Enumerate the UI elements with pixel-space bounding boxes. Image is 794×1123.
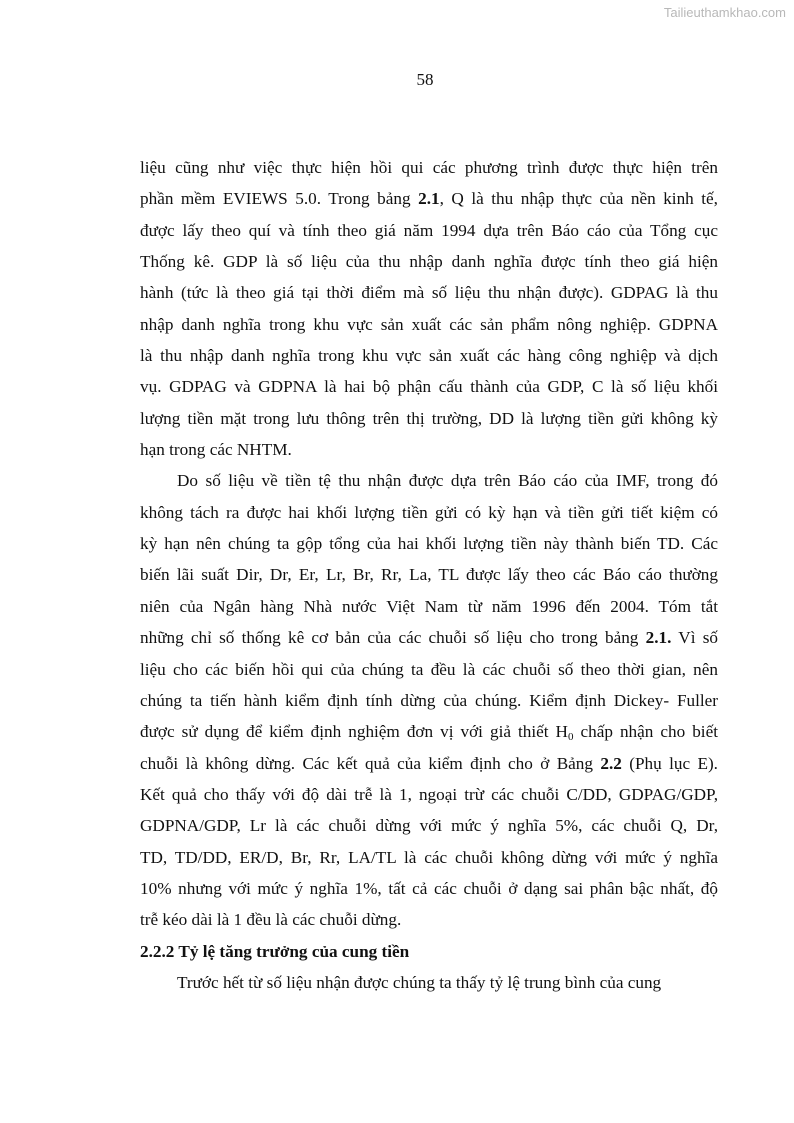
text-segment: kỳ hạn nên chúng ta gộp tổng của hai khối lượng tiền này thành biến TD. Các — [140, 534, 718, 554]
text-line — [140, 246, 718, 277]
text-line — [140, 277, 718, 308]
text-segment: chấp nhận cho biết — [573, 722, 718, 742]
bold-text: 2.1. — [645, 628, 672, 648]
text-segment: vụ. GDPAG và GDPNA là hai bộ phận cấu thành của GDP, C là số liệu khối — [140, 377, 718, 397]
text-segment: không tách ra được hai khối lượng tiền gửi có kỳ hạn và tiền gửi tiết kiệm có — [140, 502, 718, 522]
text-line — [140, 559, 718, 590]
text-line — [140, 465, 718, 496]
text-segment: Vì số — [671, 628, 718, 648]
text-segment: GDPNA/GDP, Lr là các chuỗi dừng với mức ý nghĩa 5%, các chuỗi Q, Dr, — [140, 816, 718, 836]
text-segment: Do số liệu về tiền tệ thu nhận được dựa trên Báo cáo của IMF, trong đó — [177, 471, 718, 491]
text-segment: hành (tức là theo giá tại thời điểm mà số liệu thu nhận được). GDPAG là thu — [140, 283, 718, 303]
text-line — [140, 967, 718, 998]
text-line — [140, 528, 718, 559]
text-segment: lượng tiền mặt trong lưu thông trên thị trường, DD là lượng tiền gửi không kỳ — [140, 408, 718, 428]
text-line — [140, 716, 718, 747]
watermark: Tailieuthamkhao.com — [663, 5, 786, 20]
text-segment: Thống kê. GDP là số liệu của thu nhập danh nghĩa được tính theo giá hiện — [140, 252, 718, 272]
text-segment: (Phụ lục E). — [621, 753, 718, 773]
text-segment: biến lãi suất Dir, Dr, Er, Lr, Br, Rr, La, TL được lấy theo các Báo cáo thường — [140, 565, 718, 585]
text-line — [140, 152, 718, 183]
text-segment: trễ kéo dài là 1 đều là các chuỗi dừng. — [140, 910, 402, 930]
text-segment: Kết quả cho thấy với độ dài trễ là 1, ngoại trừ các chuỗi C/DD, GDPAG/GDP, — [140, 784, 718, 804]
text-line — [140, 309, 718, 340]
text-line — [140, 371, 718, 402]
text-line — [140, 622, 718, 653]
text-segment: những chỉ số thống kê cơ bản của các chuỗi số liệu cho trong bảng — [140, 628, 646, 648]
text-line — [140, 779, 718, 810]
text-segment: chúng ta tiến hành kiểm định tính dừng của chúng. Kiểm định Dickey- Fuller — [140, 690, 718, 710]
text-line — [140, 685, 718, 716]
text-segment: TD, TD/DD, ER/D, Br, Rr, LA/TL là các chuỗi không dừng với mức ý nghĩa — [140, 847, 718, 867]
text-segment: nhập danh nghĩa trong khu vực sản xuất các sản phẩm nông nghiệp. GDPNA — [140, 314, 718, 334]
bold-text: 2.1 — [418, 189, 440, 209]
text-segment: là thu nhập danh nghĩa trong khu vực sản xuất các hàng công nghiệp và dịch — [140, 346, 718, 366]
text-segment: niên của Ngân hàng Nhà nước Việt Nam từ năm 1996 đến 2004. Tóm tắt — [140, 596, 718, 616]
text-segment: 10% nhưng với mức ý nghĩa 1%, tất cả các chuỗi ở dạng sai phân bậc nhất, độ — [140, 878, 718, 898]
text-segment: , Q là thu nhập thực của nền kinh tế, — [439, 189, 718, 209]
bold-text: 2.2.2 Tỷ lệ tăng trưởng của cung tiền — [140, 941, 410, 961]
text-line — [140, 873, 718, 904]
text-line — [140, 810, 718, 841]
text-segment: được lấy theo quí và tính theo giá năm 1994 dựa trên Báo cáo của Tổng cục — [140, 220, 718, 240]
bold-text: 2.2 — [600, 753, 622, 773]
text-segment: phần mềm EVIEWS 5.0. Trong bảng — [140, 189, 419, 209]
document-body — [140, 152, 718, 998]
text-line — [140, 654, 718, 685]
section-heading — [140, 936, 718, 967]
text-line — [140, 403, 718, 434]
text-segment: được sử dụng để kiểm định nghiệm đơn vị với giả thiết H — [140, 722, 568, 742]
text-line — [140, 904, 718, 935]
text-line — [140, 497, 718, 528]
text-segment: chuỗi là không dừng. Các kết quả của kiểm định cho ở Bảng — [140, 753, 601, 773]
text-segment: hạn trong các NHTM. — [140, 440, 292, 460]
text-line — [140, 215, 718, 246]
text-segment: liệu cũng như việc thực hiện hồi qui các phương trình được thực hiện trên — [140, 158, 718, 177]
text-line — [140, 842, 718, 873]
text-line — [140, 591, 718, 622]
text-line — [140, 748, 718, 779]
text-line — [140, 183, 718, 214]
page-number: 58 — [416, 70, 434, 89]
subscript: 0 — [567, 731, 574, 744]
text-segment: liệu cho các biến hồi qui của chúng ta đều là các chuỗi số theo thời gian, nên — [140, 659, 718, 679]
text-segment: Trước hết từ số liệu nhận được chúng ta thấy tỷ lệ trung bình của cung — [177, 972, 662, 992]
text-line — [140, 434, 718, 465]
text-line — [140, 340, 718, 371]
